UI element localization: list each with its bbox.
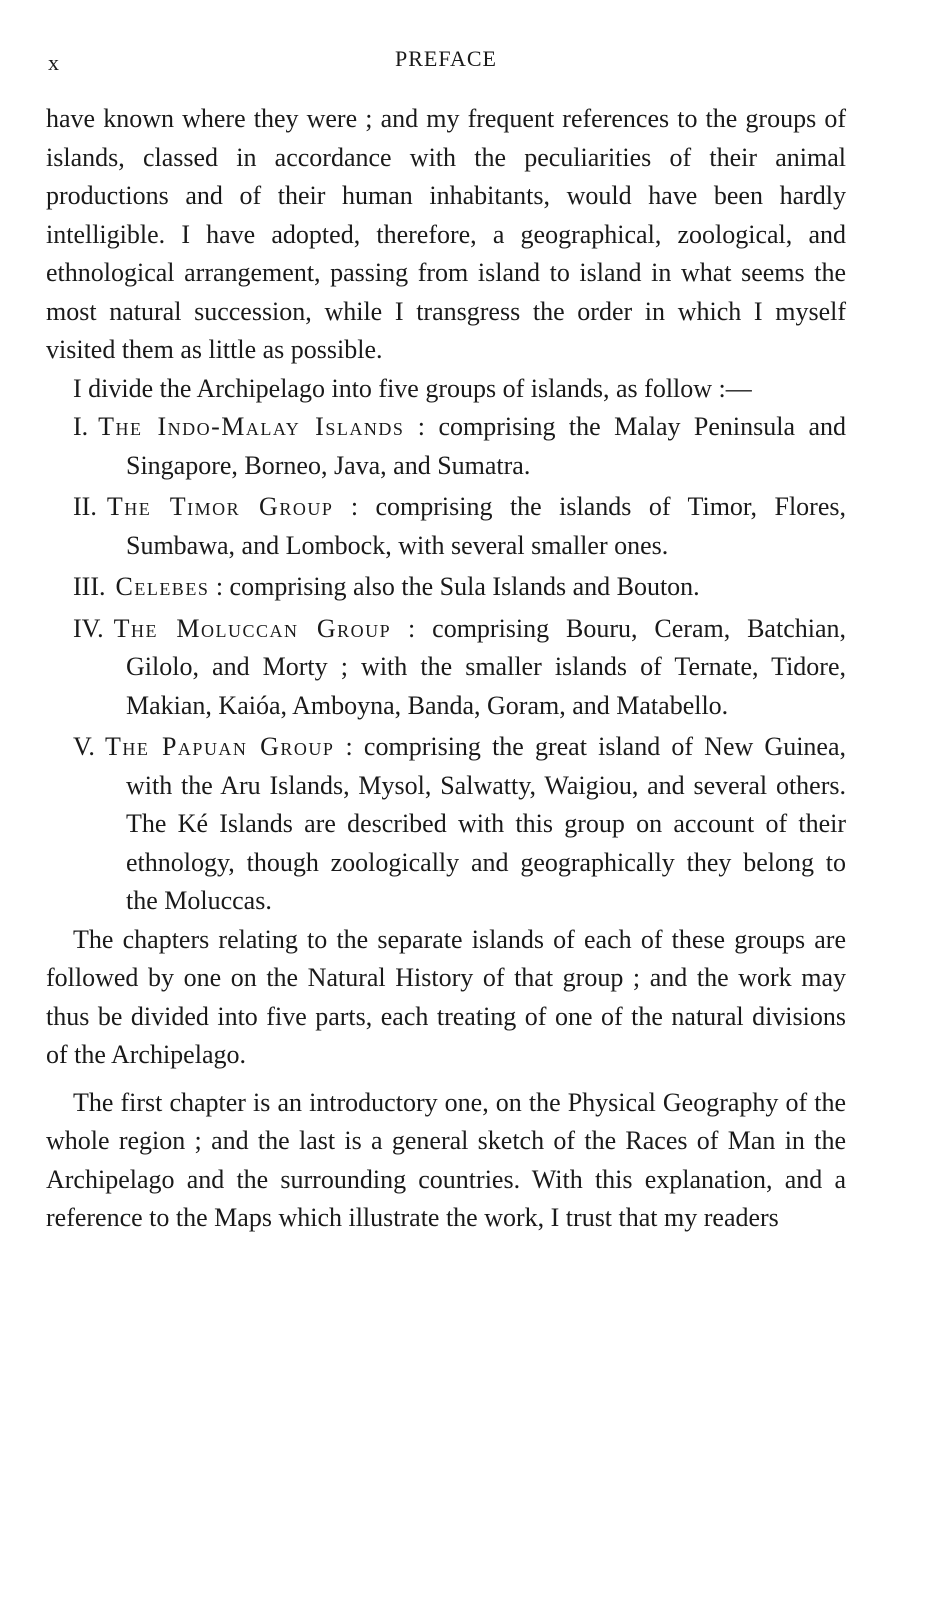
group-description: : comprising the great island of New Guinea, with the Aru Islands, Mysol, Salwatty, Waigiou, and several others. The Ké Islands are described with this group on account of their ethnology, though zoologically and geographically they belong to the Moluccas. [126, 732, 847, 915]
group-numeral: IV. [73, 613, 104, 643]
group-description: : comprising also the Sula Islands and Bouton. [215, 572, 700, 601]
page-header [46, 40, 846, 80]
paragraph-continuation: have known where they were ; and my frequent references to the groups of islands, classed in accordance with the peculiarities of their animal productions and of their human inhabitants, would have been hardly intelligible. I have adopted, therefore, a geographical, zoological, and ethnological arrangement, passing from island to island in what seems the most natural succession, while I transgress the order in which I myself visited them as little as possible. [46, 104, 846, 364]
group-numeral: II. [73, 492, 97, 521]
group-name: Celebes [115, 572, 210, 601]
group-name: The Indo-Malay Islands [98, 412, 405, 441]
list-item-timor [46, 488, 846, 565]
running-title: PREFACE [395, 46, 497, 71]
body-text [46, 100, 846, 1238]
list-item-moluccan [46, 610, 846, 726]
group-name: The Moluccan Group [113, 613, 392, 643]
list-item-celebes [46, 568, 846, 607]
paragraph-divide-intro: I divide the Archipelago into five groups of islands, as follow :— [73, 373, 752, 403]
group-numeral: III. [73, 572, 106, 601]
group-description: : comprising the islands of Timor, Flores, Sumbawa, and Lombock, with several smaller ones. [126, 492, 847, 560]
group-description: : comprising Bouru, Ceram, Batchian, Gilolo, and Morty ; with the smaller islands of Ternate, Tidore, Makian, Kaióa, Amboyna, Banda, Goram, and Matabello. [126, 613, 846, 720]
list-item-papuan [46, 728, 846, 921]
list-item-indo-malay [46, 408, 846, 485]
group-numeral: V. [73, 732, 95, 761]
group-name: The Timor Group [106, 492, 334, 521]
island-groups-list [46, 408, 846, 921]
paragraph-chapters: The chapters relating to the separate islands of each of these groups are followed by one on the Natural History of that group ; and the work may thus be divided into five parts, each treating of one of the natural divisions of the Archipelago. [46, 924, 846, 1069]
page-number: x [48, 50, 59, 75]
book-page [46, 40, 846, 1238]
group-numeral: I. [73, 412, 89, 441]
group-name: The Papuan Group [104, 732, 335, 761]
group-description: : comprising the Malay Peninsula and Singapore, Borneo, Java, and Sumatra. [126, 412, 846, 480]
paragraph-first-chapter: The first chapter is an introductory one, on the Physical Geography of the whole region ; and the last is a general sketch of the Races of Man in the Archipelago and the surrounding countries. With this explanation, and a reference to the Maps which illustrate the work, I trust that my readers [46, 1087, 846, 1232]
